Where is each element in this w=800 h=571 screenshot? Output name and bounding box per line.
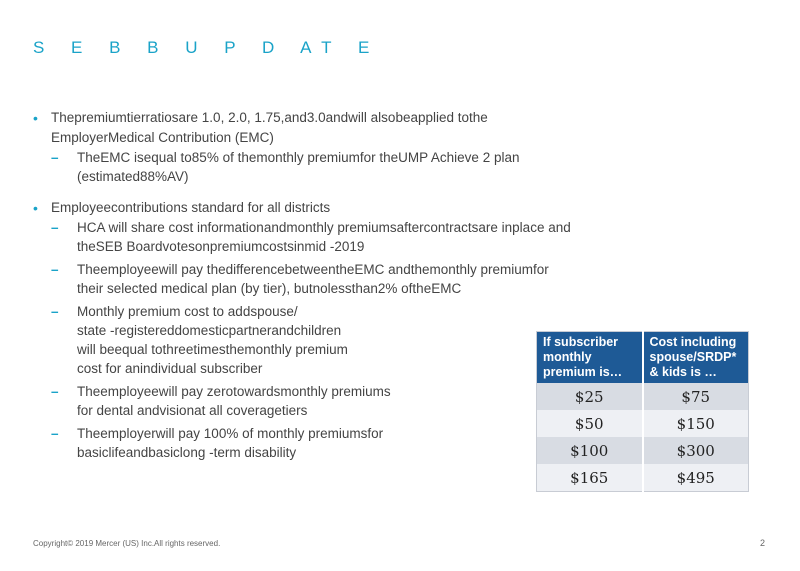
table-row xyxy=(537,464,749,492)
table-cell: $495 xyxy=(643,464,749,492)
dash-icon: – xyxy=(51,220,59,235)
sub-bullet-item xyxy=(33,260,733,298)
page-number: 2 xyxy=(760,538,766,548)
table-cell: $300 xyxy=(643,437,749,464)
bullet-line: EmployerMedical Contribution (EMC) xyxy=(51,130,274,145)
dash-icon: – xyxy=(51,426,59,441)
bullet-line: Thepremiumtierratiosare 1.0, 2.0, 1.75,and3.0andwill alsobeapplied tothe xyxy=(51,110,488,125)
sub-bullet-line: HCA will share cost informationandmonthly premiumsaftercontractsare inplace and xyxy=(77,220,571,235)
sub-bullet-line: theSEB Boardvotesonpremiumcostsinmid -2019 xyxy=(77,239,365,254)
sub-bullet-item xyxy=(33,148,733,186)
table-row xyxy=(537,383,749,410)
sub-bullet-line: will beequal tothreetimesthemonthly premium xyxy=(77,342,348,357)
sub-bullet-line: Theemployerwill pay 100% of monthly premiumsfor xyxy=(77,426,384,441)
sub-bullet-item xyxy=(33,424,477,462)
table-header-subscriber: If subscriber monthly premium is… xyxy=(537,332,643,384)
dash-icon: – xyxy=(51,262,59,277)
table-cell: $100 xyxy=(537,437,643,464)
sub-bullet-line: their selected medical plan (by tier), butnolessthan2% oftheEMC xyxy=(77,281,462,296)
table-cell: $150 xyxy=(643,410,749,437)
table-cell: $165 xyxy=(537,464,643,492)
bullet-line: Employeecontributions standard for all districts xyxy=(51,200,331,215)
bullet-dot-icon: • xyxy=(33,200,38,216)
bullet-item xyxy=(33,198,733,218)
table-header-family: Cost including spouse/SRDP* & kids is … xyxy=(643,332,749,384)
table-cell: $25 xyxy=(537,383,643,410)
table-row xyxy=(537,437,749,464)
sub-bullet-line: for dental andvisionat all coveragetiers xyxy=(77,403,308,418)
copyright-footer: Copyright© 2019 Mercer (US) Inc.All rights reserved. xyxy=(33,539,221,548)
sub-bullet-line: cost for anindividual subscriber xyxy=(77,361,263,376)
dash-icon: – xyxy=(51,384,59,399)
cost-table xyxy=(536,331,749,492)
sub-bullet-item xyxy=(33,382,477,420)
sub-bullet-line: TheEMC isequal to85% of themonthly premiumfor theUMP Achieve 2 plan xyxy=(77,150,520,165)
slide-title: S E B B U P D AT E xyxy=(33,38,381,57)
sub-bullet-item xyxy=(33,218,733,256)
sub-bullet-item xyxy=(33,302,477,378)
dash-icon: – xyxy=(51,150,59,165)
sub-bullet-line: Theemployeewill pay zerotowardsmonthly premiums xyxy=(77,384,391,399)
sub-bullet-line: Monthly premium cost to addspouse/ xyxy=(77,304,298,319)
table-header-row xyxy=(537,332,749,384)
sub-bullet-line: basiclifeandbasiclong -term disability xyxy=(77,445,297,460)
sub-bullet-line: Theemployeewill pay thedifferencebetweentheEMC andthemonthly premiumfor xyxy=(77,262,549,277)
sub-bullet-line: state -registereddomesticpartnerandchildren xyxy=(77,323,342,338)
table-cell: $50 xyxy=(537,410,643,437)
bullet-item xyxy=(33,108,733,148)
table-row xyxy=(537,410,749,437)
bullet-dot-icon: • xyxy=(33,110,38,126)
dash-icon: – xyxy=(51,304,59,319)
table-cell: $75 xyxy=(643,383,749,410)
sub-bullet-line: (estimated88%AV) xyxy=(77,169,189,184)
